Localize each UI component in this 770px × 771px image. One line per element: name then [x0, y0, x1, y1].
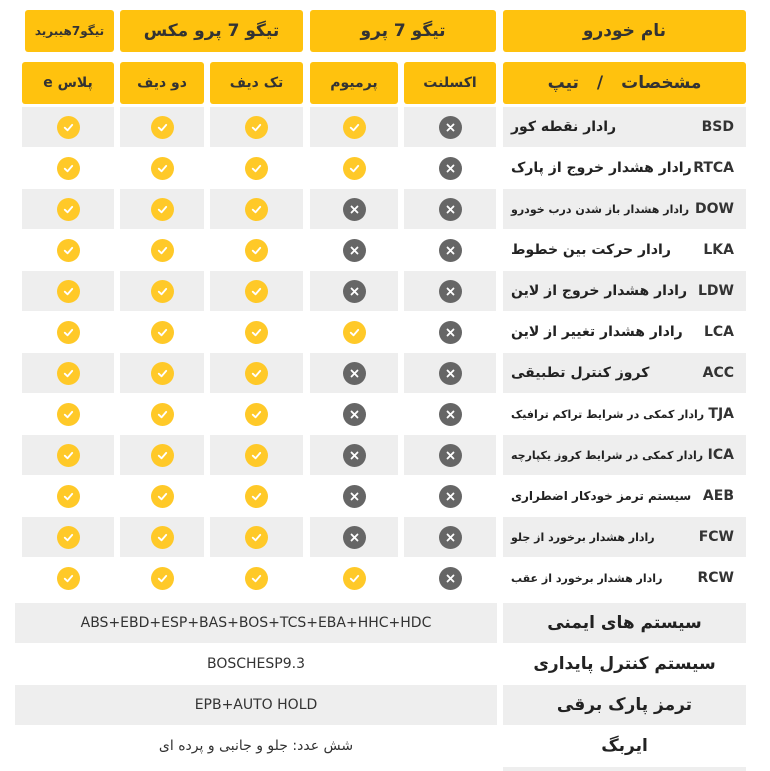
feature-code: LCA — [703, 324, 734, 340]
check-circle-icon — [151, 280, 174, 303]
summary-label — [503, 726, 746, 766]
feature-name: کروز کنترل تطبیقی — [511, 365, 650, 381]
trim-name: e پلاس — [43, 75, 93, 91]
header-model-tiggo7hybrid — [25, 10, 114, 52]
feature-code: ACC — [702, 365, 734, 381]
x-circle-icon — [439, 485, 462, 508]
feature-value-cell — [22, 394, 114, 434]
feature-value-cell — [120, 353, 204, 393]
x-circle-icon — [439, 198, 462, 221]
header-trim-e-plus — [22, 62, 114, 104]
feature-name: رادار هشدار برخورد از جلو — [511, 530, 655, 544]
feature-name: رادار حرکت بین خطوط — [511, 242, 671, 258]
model-name: تیگو 7 پرو — [360, 21, 446, 41]
feature-value-cell — [120, 189, 204, 229]
feature-value-cell — [310, 394, 398, 434]
x-circle-icon — [343, 403, 366, 426]
trim-name: اکسلنت — [423, 75, 477, 91]
feature-code: LKA — [703, 242, 734, 258]
x-circle-icon — [343, 239, 366, 262]
feature-name: رادار هشدار تغییر از لاین — [511, 324, 683, 340]
check-circle-icon — [245, 567, 268, 590]
trim-label: تیپ — [547, 73, 579, 93]
feature-value-cell — [210, 558, 303, 598]
check-circle-icon — [151, 485, 174, 508]
check-circle-icon — [57, 116, 80, 139]
feature-value-cell — [310, 189, 398, 229]
check-circle-icon — [245, 239, 268, 262]
header-model-tiggo7promax — [120, 10, 303, 52]
summary-value — [15, 685, 497, 725]
feature-value-cell — [404, 148, 496, 188]
feature-value-cell — [120, 230, 204, 270]
feature-value-cell — [404, 189, 496, 229]
feature-value-cell — [22, 271, 114, 311]
feature-code: LDW — [698, 283, 734, 299]
header-trim-premium — [310, 62, 398, 104]
feature-value-cell — [22, 435, 114, 475]
x-circle-icon — [439, 526, 462, 549]
check-circle-icon — [57, 362, 80, 385]
x-circle-icon — [439, 567, 462, 590]
feature-label-cell — [503, 558, 746, 598]
feature-value-cell — [310, 517, 398, 557]
check-circle-icon — [245, 526, 268, 549]
x-circle-icon — [439, 239, 462, 262]
x-circle-icon — [343, 526, 366, 549]
feature-label-cell — [503, 435, 746, 475]
check-circle-icon — [57, 321, 80, 344]
feature-value-cell — [210, 107, 303, 147]
x-circle-icon — [343, 280, 366, 303]
feature-value-cell — [22, 476, 114, 516]
summary-label-text: سیستم های ایمنی — [547, 613, 702, 633]
summary-label — [503, 603, 746, 643]
feature-name: رادار هشدار باز شدن درب خودرو — [511, 202, 690, 216]
feature-label-cell — [503, 107, 746, 147]
feature-name: سیستم ترمز خودکار اضطراری — [511, 489, 692, 503]
feature-value-cell — [210, 353, 303, 393]
row-divider — [503, 767, 746, 771]
feature-value-cell — [404, 312, 496, 352]
feature-value-cell — [310, 148, 398, 188]
feature-label-cell — [503, 312, 746, 352]
feature-code: ICA — [707, 447, 734, 463]
summary-label-text: ترمز پارک برقی — [556, 695, 693, 715]
summary-value-text: BOSCHESP9.3 — [206, 656, 305, 672]
check-circle-icon — [57, 444, 80, 467]
feature-code: RTCA — [693, 160, 734, 176]
x-circle-icon — [343, 485, 366, 508]
feature-value-cell — [210, 230, 303, 270]
feature-label-cell — [503, 230, 746, 270]
check-circle-icon — [57, 280, 80, 303]
feature-label-cell — [503, 394, 746, 434]
check-circle-icon — [245, 280, 268, 303]
x-circle-icon — [439, 280, 462, 303]
model-name: تیگو7هیبرید — [34, 24, 105, 38]
check-circle-icon — [151, 444, 174, 467]
check-circle-icon — [57, 239, 80, 262]
feature-value-cell — [310, 353, 398, 393]
check-circle-icon — [343, 321, 366, 344]
feature-value-cell — [210, 517, 303, 557]
check-circle-icon — [151, 157, 174, 180]
check-circle-icon — [343, 567, 366, 590]
header-trim-single-diff — [210, 62, 303, 104]
feature-value-cell — [120, 148, 204, 188]
trim-name: پرمیوم — [330, 75, 378, 91]
feature-value-cell — [120, 394, 204, 434]
summary-value — [15, 644, 497, 684]
feature-value-cell — [22, 107, 114, 147]
x-circle-icon — [439, 157, 462, 180]
feature-label-cell — [503, 271, 746, 311]
x-circle-icon — [343, 198, 366, 221]
feature-name: رادار هشدار خروج از لاین — [511, 283, 688, 299]
feature-name: رادار نقطه کور — [511, 119, 617, 135]
header-trim-dual-diff — [120, 62, 204, 104]
separator: / — [596, 73, 604, 93]
feature-value-cell — [310, 435, 398, 475]
feature-value-cell — [310, 312, 398, 352]
check-circle-icon — [245, 403, 268, 426]
check-circle-icon — [151, 362, 174, 385]
feature-code: FCW — [698, 529, 734, 545]
check-circle-icon — [245, 116, 268, 139]
x-circle-icon — [439, 444, 462, 467]
feature-value-cell — [310, 476, 398, 516]
header-model-tiggo7pro — [310, 10, 496, 52]
car-name-label: نام خودرو — [582, 21, 667, 41]
check-circle-icon — [57, 485, 80, 508]
trim-name: دو دیف — [137, 75, 187, 91]
feature-value-cell — [210, 312, 303, 352]
feature-value-cell — [404, 558, 496, 598]
feature-value-cell — [22, 148, 114, 188]
check-circle-icon — [151, 239, 174, 262]
check-circle-icon — [343, 116, 366, 139]
summary-label — [503, 685, 746, 725]
feature-value-cell — [22, 558, 114, 598]
x-circle-icon — [343, 362, 366, 385]
summary-label-text: ایربگ — [601, 736, 648, 756]
feature-value-cell — [404, 394, 496, 434]
x-circle-icon — [439, 403, 462, 426]
check-circle-icon — [57, 157, 80, 180]
check-circle-icon — [245, 444, 268, 467]
x-circle-icon — [439, 321, 462, 344]
check-circle-icon — [151, 567, 174, 590]
feature-value-cell — [120, 517, 204, 557]
feature-label-cell — [503, 189, 746, 229]
check-circle-icon — [151, 116, 174, 139]
feature-value-cell — [210, 476, 303, 516]
feature-value-cell — [22, 517, 114, 557]
check-circle-icon — [245, 362, 268, 385]
feature-value-cell — [404, 107, 496, 147]
feature-value-cell — [310, 271, 398, 311]
trim-name: تک دیف — [229, 75, 284, 91]
feature-code: RCW — [697, 570, 734, 586]
feature-code: DOW — [695, 201, 734, 217]
header-spec-trim — [503, 62, 746, 104]
summary-value — [15, 603, 497, 643]
check-circle-icon — [151, 198, 174, 221]
feature-name: رادار هشدار برخورد از عقب — [511, 571, 663, 585]
x-circle-icon — [343, 444, 366, 467]
feature-value-cell — [404, 230, 496, 270]
check-circle-icon — [151, 526, 174, 549]
feature-name: رادار کمکی در شرایط کروز یکپارچه — [511, 448, 704, 462]
feature-value-cell — [310, 558, 398, 598]
summary-label — [503, 644, 746, 684]
feature-code: AEB — [702, 488, 734, 504]
feature-value-cell — [404, 517, 496, 557]
header-car-name — [503, 10, 746, 52]
x-circle-icon — [439, 116, 462, 139]
feature-value-cell — [210, 435, 303, 475]
feature-label-cell — [503, 517, 746, 557]
feature-value-cell — [120, 558, 204, 598]
check-circle-icon — [57, 403, 80, 426]
feature-value-cell — [22, 189, 114, 229]
feature-name: رادار کمکی در شرایط تراکم ترافیک — [511, 407, 705, 421]
check-circle-icon — [245, 198, 268, 221]
feature-value-cell — [404, 435, 496, 475]
feature-code: BSD — [701, 119, 734, 135]
feature-value-cell — [210, 148, 303, 188]
check-circle-icon — [57, 198, 80, 221]
header-trim-excellent — [404, 62, 496, 104]
check-circle-icon — [245, 321, 268, 344]
check-circle-icon — [151, 321, 174, 344]
feature-label-cell — [503, 353, 746, 393]
feature-value-cell — [404, 353, 496, 393]
feature-value-cell — [310, 107, 398, 147]
summary-value-text: ABS+EBD+ESP+BAS+BOS+TCS+EBA+HHC+HDC — [80, 615, 432, 631]
feature-name: رادار هشدار خروج از پارک — [511, 160, 692, 176]
feature-value-cell — [22, 230, 114, 270]
feature-code: TJA — [708, 406, 734, 422]
check-circle-icon — [245, 485, 268, 508]
feature-label-cell — [503, 476, 746, 516]
spec-label: مشخصات — [621, 73, 702, 93]
check-circle-icon — [245, 157, 268, 180]
summary-value — [15, 726, 497, 766]
feature-label-cell — [503, 148, 746, 188]
feature-value-cell — [210, 394, 303, 434]
feature-value-cell — [120, 107, 204, 147]
check-circle-icon — [151, 403, 174, 426]
feature-value-cell — [210, 189, 303, 229]
feature-value-cell — [310, 230, 398, 270]
feature-value-cell — [210, 271, 303, 311]
feature-value-cell — [120, 435, 204, 475]
summary-value-text: EPB+AUTO HOLD — [194, 697, 318, 713]
feature-value-cell — [404, 476, 496, 516]
feature-value-cell — [404, 271, 496, 311]
summary-value-text: شش عدد: جلو و جانبی و پرده ای — [158, 738, 354, 754]
feature-value-cell — [120, 312, 204, 352]
summary-label-text: سیستم کنترل پایداری — [533, 654, 716, 674]
check-circle-icon — [57, 567, 80, 590]
feature-value-cell — [120, 476, 204, 516]
x-circle-icon — [439, 362, 462, 385]
feature-value-cell — [22, 353, 114, 393]
check-circle-icon — [57, 526, 80, 549]
check-circle-icon — [343, 157, 366, 180]
model-name: تیگو 7 پرو مکس — [143, 21, 280, 41]
feature-value-cell — [120, 271, 204, 311]
feature-value-cell — [22, 312, 114, 352]
